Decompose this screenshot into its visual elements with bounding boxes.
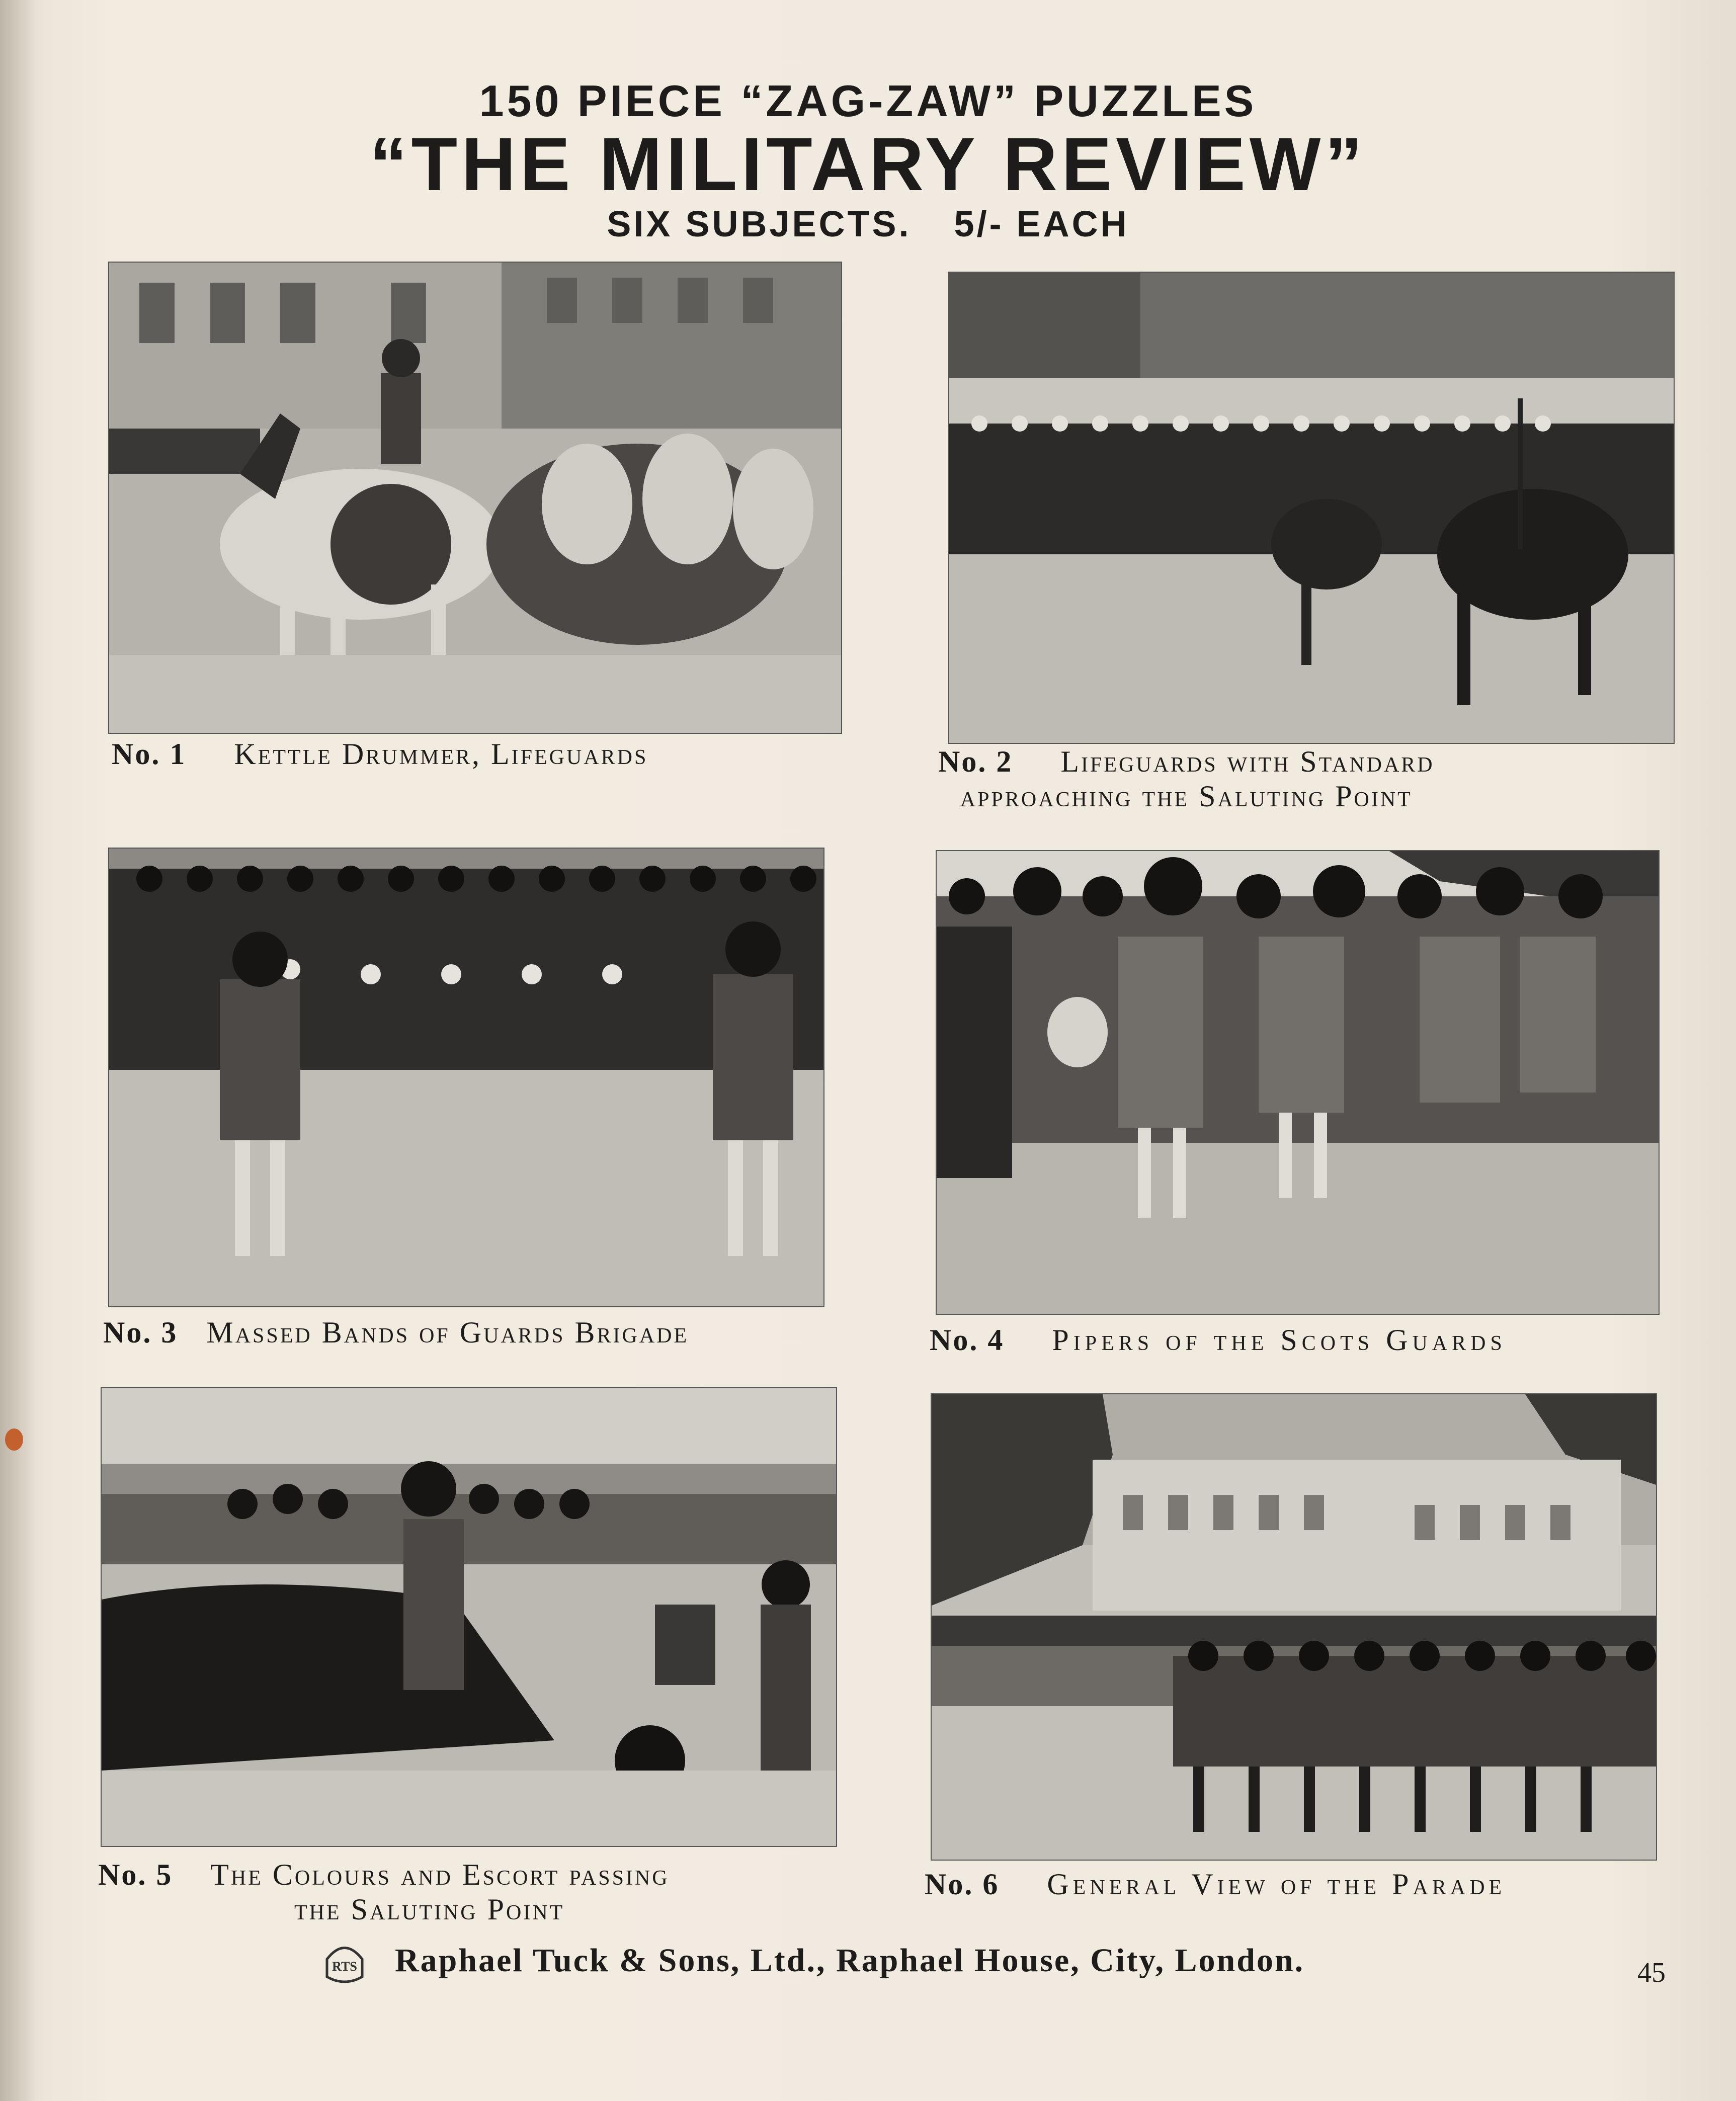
paper-stain bbox=[5, 1428, 23, 1451]
photo-colours-escort bbox=[101, 1387, 837, 1847]
page-title: “THE MILITARY REVIEW” bbox=[369, 122, 1367, 206]
item-number: No. 1 bbox=[112, 737, 187, 771]
item-number: No. 5 bbox=[98, 1858, 173, 1891]
massed-bands-illustration bbox=[109, 849, 823, 1306]
item-title-line2: approaching the Saluting Point bbox=[960, 780, 1413, 813]
caption-4 bbox=[930, 1323, 1507, 1358]
photo-lifeguards-standard bbox=[948, 272, 1675, 744]
caption-2 bbox=[938, 744, 1435, 814]
item-title: Kettle Drummer, Lifeguards bbox=[234, 737, 648, 771]
photo-general-view-parade bbox=[931, 1393, 1657, 1861]
subjects-count: SIX SUBJECTS. bbox=[607, 204, 912, 244]
raphael-tuck-logo-icon bbox=[322, 1939, 367, 1987]
item-number: No. 3 bbox=[103, 1316, 178, 1349]
puzzle-type-heading: 150 PIECE “ZAG-ZAW” PUZZLES bbox=[479, 76, 1257, 126]
caption-5 bbox=[98, 1858, 670, 1927]
caption-6 bbox=[925, 1867, 1506, 1902]
pipers-illustration bbox=[937, 851, 1659, 1314]
lifeguards-illustration bbox=[949, 273, 1674, 743]
photo-scots-guards-pipers bbox=[936, 850, 1660, 1315]
logo-text: RTS bbox=[332, 1959, 357, 1974]
parade-illustration bbox=[932, 1394, 1656, 1860]
colours-escort-illustration bbox=[102, 1388, 836, 1846]
item-title: Massed Bands of Guards Brigade bbox=[206, 1316, 689, 1349]
kettle-drummer-illustration bbox=[109, 263, 841, 733]
subjects-price-line bbox=[0, 204, 1736, 245]
item-title: The Colours and Escort passing bbox=[210, 1858, 670, 1891]
caption-3 bbox=[103, 1315, 689, 1350]
book-spine-shadow bbox=[0, 0, 35, 2101]
item-title: Lifeguards with Standard bbox=[1060, 745, 1435, 778]
item-number: No. 6 bbox=[925, 1868, 1000, 1901]
item-title: General View of the Parade bbox=[1047, 1868, 1506, 1901]
publisher-line: Raphael Tuck & Sons, Ltd., Raphael House, City, London. bbox=[395, 1942, 1305, 1979]
page-number: 45 bbox=[1637, 1957, 1666, 1988]
item-number: No. 4 bbox=[930, 1323, 1005, 1357]
photo-massed-bands bbox=[108, 848, 824, 1307]
item-number: No. 2 bbox=[938, 745, 1013, 778]
photo-kettle-drummer bbox=[108, 262, 842, 734]
item-title: Pipers of the Scots Guards bbox=[1052, 1323, 1507, 1357]
price: 5/- EACH bbox=[954, 204, 1129, 244]
caption-1 bbox=[112, 737, 648, 772]
item-title-line2: the Saluting Point bbox=[294, 1893, 565, 1926]
